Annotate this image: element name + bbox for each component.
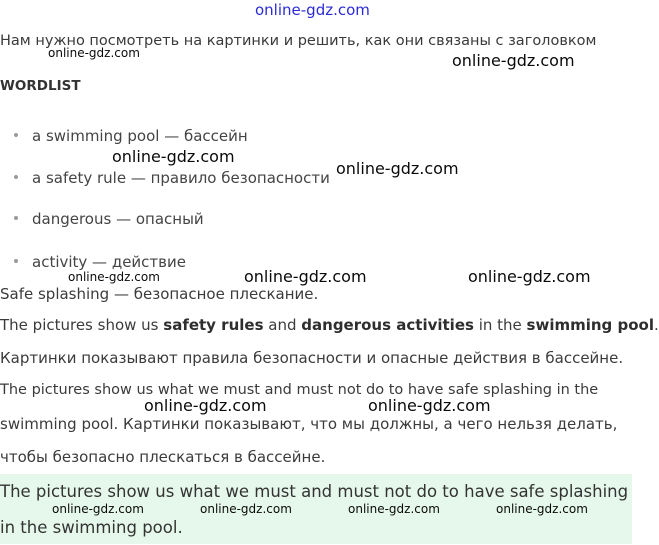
bullet-icon (14, 216, 18, 220)
sentence-must-line-2: swimming pool. Картинки показывают, что мы должны, а чего нельзя делать, (0, 415, 618, 433)
bold-term: dangerous activities (301, 316, 474, 334)
watermark: online-gdz.com (112, 147, 235, 166)
text-segment: in the (473, 316, 527, 334)
watermark: online-gdz.com (244, 267, 367, 286)
answer-line-1: The pictures show us what we must and must not do to have safe splashing (0, 482, 629, 501)
watermark: online-gdz.com (48, 46, 140, 60)
watermark: online-gdz.com (452, 51, 575, 70)
text-segment: The pictures show us (0, 316, 164, 334)
watermark: online-gdz.com (368, 396, 491, 415)
list-item (14, 127, 248, 145)
sentence-must-line-1: The pictures show us what we must and must not do to have safe splashing in the (0, 382, 599, 398)
list-item (14, 253, 186, 271)
sentence-must-line-3: чтобы безопасно плескаться в бассейне. (0, 448, 326, 466)
text-segment: and (263, 316, 302, 334)
wordlist-term: a safety rule — правило безопасности (32, 169, 330, 187)
safe-splashing-line: Safe splashing — безопасное плескание. (0, 285, 319, 303)
bold-term: safety rules (163, 316, 264, 334)
bullet-icon (14, 133, 18, 137)
bullet-icon (14, 259, 18, 263)
answer-line-2: in the swimming pool. (0, 518, 183, 537)
site-header-watermark: online-gdz.com (255, 1, 370, 19)
watermark: online-gdz.com (52, 502, 144, 516)
sentence-translation: Картинки показывают правила безопасности и опасные действия в бассейне. (0, 349, 624, 367)
watermark: online-gdz.com (144, 396, 267, 415)
watermark: online-gdz.com (336, 159, 459, 178)
watermark: online-gdz.com (200, 502, 292, 516)
intro-text: Нам нужно посмотреть на картинки и решить, как они связаны с заголовком (0, 33, 597, 49)
list-item (14, 210, 204, 228)
sentence-safety-rules (0, 316, 659, 334)
list-item (14, 169, 330, 187)
wordlist-heading: WORDLIST (0, 78, 81, 94)
wordlist-term: activity — действие (32, 253, 186, 271)
bold-term: swimming pool (526, 316, 654, 334)
watermark: online-gdz.com (468, 267, 591, 286)
watermark: online-gdz.com (496, 502, 588, 516)
wordlist-term: dangerous — опасный (32, 210, 204, 228)
text-segment: . (654, 316, 659, 334)
watermark: online-gdz.com (68, 270, 160, 284)
wordlist-term: a swimming pool — бассейн (32, 127, 248, 145)
watermark: online-gdz.com (348, 502, 440, 516)
bullet-icon (14, 175, 18, 179)
